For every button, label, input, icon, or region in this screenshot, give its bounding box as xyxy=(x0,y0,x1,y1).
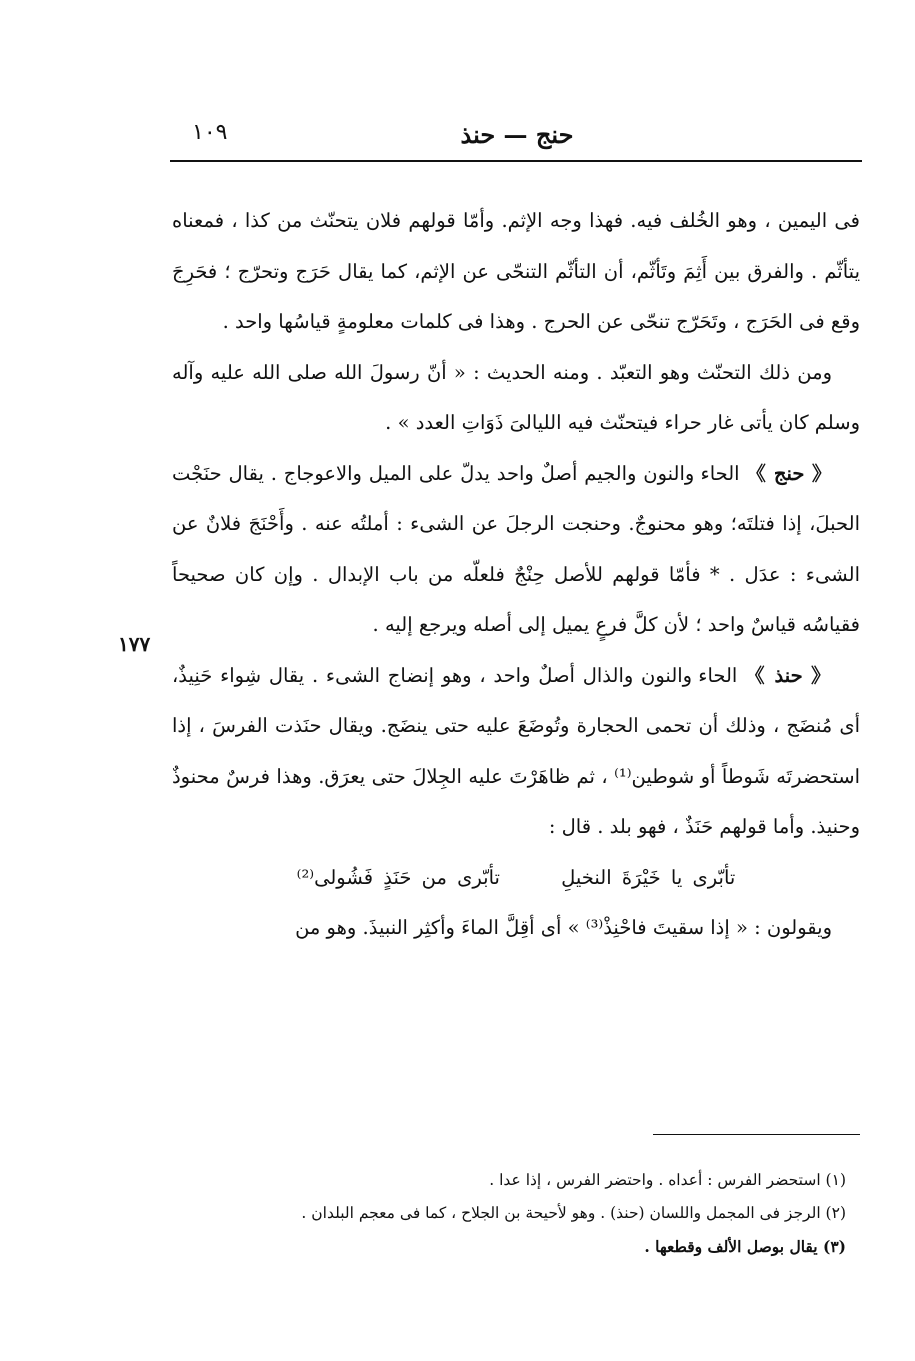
paragraph-2: ومن ذلك التحنّث وهو التعبّد . ومنه الحديث : « أنّ رسولَ الله صلى الله عليه وآله وسلم كان يأتى غار حراء فيتحنّث فيه الليالىَ ذَوَاتِ العدد » . xyxy=(172,360,860,434)
main-text xyxy=(172,196,860,954)
footnote-1: (١) استحضر الفرس : أعداه . واحتضر الفرس ، إذا عدا . xyxy=(489,1171,846,1189)
header-rule xyxy=(170,160,862,162)
footnote-2: (٢) الرجز فى المجمل واللسان (حنذ) . وهو لأحيحة بن الجلاح ، كما فى معجم البلدان . xyxy=(301,1204,846,1222)
paragraph-1: فى اليمين ، وهو الخُلف فيه. فهذا وجه الإثم. وأمّا قولهم فلان يتحنّث من كذا ، فمعناه يتأثّم . والفرق بين أَثِمَ وتَأثّم، أن التأثّم التنحّى عن الإثم، كما يقال حَرَج وتحرّج ؛ فحَرِجَ وقع فى الحَرَج ، وتَحَرّج تنحّى عن الحرج . وهذا فى كلمات معلومةٍ قياسُها واحد . xyxy=(172,209,860,333)
headword-hanadh: 《 حنذ 》 xyxy=(745,663,833,687)
entry-hanadh xyxy=(172,651,860,853)
entry-hanadh-text: الحاء والنون والذال أصلٌ واحد ، وهو إنضاج الشىء . يقال شِواء حَنِيذٌ، أى مُنضَج ، وذلك أن تحمى الحجارة وتُوضَعَ عليه حتى ينضَج. ويقال حنَذت الفرسَ ، إذا استحضرتَه شَوطاً أو شوطين⁽¹⁾ ، ثم ظاهَرْتَ عليه الجِلالَ حتى يعرَق. وهذا فرسٌ محنوذٌ وحنيذ. وأما قولهم حَنَذٌ ، فهو بلد . قال : xyxy=(172,663,860,838)
headword-hanaj: 《 حنج 》 xyxy=(746,461,832,485)
footnotes xyxy=(220,1164,846,1263)
verse-second-hemistich: تأبّرى من حَنَذٍ فَشُولى⁽²⁾ xyxy=(296,865,500,889)
entry-hanaj-text: الحاء والنون والجيم أصلٌ واحد يدلّ على الميل والاعوجاج . يقال حنَجْت الحبلَ، إذا فتلتَه؛ وهو محنوجٌ. وحنجت الرجلَ عن الشىء : أملتُه عنه . وأَحْنَجَ فلانٌ عن الشىء : عدَل . * فأمّا قولهم للأصل حِنْجٌ فلعلّه من باب الإبدال . وإن كان صحيحاً فقياسُه قياسٌ واحد ؛ لأن كلَّ فرعٍ يميل إلى أصله ويرجع إليه . xyxy=(172,461,860,636)
page-number: ١٠٩ xyxy=(192,120,228,145)
verse-line xyxy=(172,853,860,904)
entry-hanaj xyxy=(172,449,860,651)
paragraph-after-verse: ويقولون : « إذا سقيتَ فاحْنِذْ⁽³⁾ » أى أقِلَّ الماءَ وأكثِر النبيذَ. وهو من xyxy=(295,916,832,939)
footnote-3: (٣) يقال بوصل الألف وقطعها . xyxy=(644,1237,846,1256)
page-header xyxy=(172,110,862,158)
running-title: حنج — حنذ xyxy=(460,120,574,149)
footnote-rule xyxy=(653,1134,860,1135)
margin-number: ١٧٧ xyxy=(118,632,151,656)
verse-first-hemistich: تأبّرى يا خَيْرَةَ النخيلِ xyxy=(561,865,736,889)
